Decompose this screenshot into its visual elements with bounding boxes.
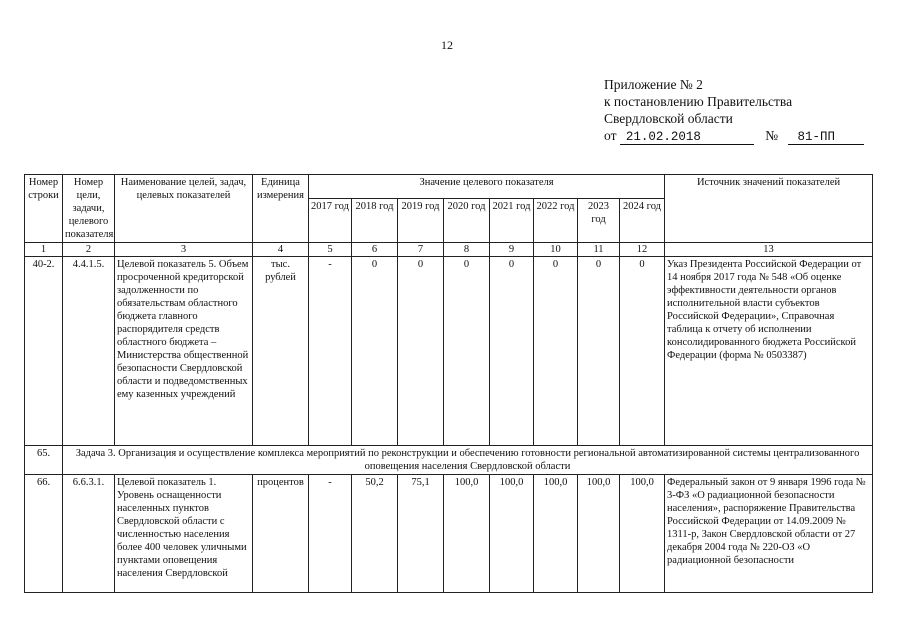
header-year: 2022 год [534,199,578,243]
task-text: Задача 3. Организация и осуществление комплекса мероприятий по реконструкции и обеспечению готовности региональной автоматизированной системы централизованного оповещения населения Свердловской области [63,446,873,475]
goal-code: 6.6.3.1. [63,475,115,593]
value-2017: - [309,475,352,593]
header-value-group: Значение целевого показателя [309,175,665,199]
header-row [25,175,873,199]
indicator-name: Целевой показатель 5. Объем просроченной кредиторской задолженности по обязательствам областного бюджета главного распорядителя средств областного бюджета – Министерства общественной безопасности Свердловской области и подведомственных ему казенных учреждений [115,257,253,446]
header-year: 2018 год [352,199,398,243]
header-goal-number: Номер цели, задачи, целевого показателя [63,175,115,243]
value-2021: 0 [490,257,534,446]
task-row [25,446,873,475]
column-number: 11 [578,243,620,257]
indicator-source: Федеральный закон от 9 января 1996 года № 3-ФЗ «О радиационной безопасности населения», распоряжение Правительства Российской Федерации от 14.09.2009 № 1311-р, Закон Свердловской области от 27 декабря 2004 года № 220-ОЗ «О радиационной безопасности [665,475,873,593]
date-prefix: от [604,128,617,143]
column-number: 13 [665,243,873,257]
column-number: 7 [398,243,444,257]
unit: тыс. рублей [253,257,309,446]
indicator-source: Указ Президента Российской Федерации от 14 ноября 2017 года № 548 «Об оценке эффективности деятельности органов исполнительной власти субъектов Российской Федерации», Справочная таблица к отчету об исполнении консолидированного бюджета Российской Федерации (форма № 0503387) [665,257,873,446]
header-unit: Единица измерения [253,175,309,243]
value-2022: 0 [534,257,578,446]
table-row [25,475,873,593]
appendix-title: Приложение № 2 [604,77,703,92]
column-number: 10 [534,243,578,257]
value-2021: 100,0 [490,475,534,593]
value-2017: - [309,257,352,446]
value-2024: 0 [620,257,665,446]
column-number: 8 [444,243,490,257]
number-sign: № [765,128,779,143]
header-year: 2017 год [309,199,352,243]
column-number: 3 [115,243,253,257]
indicator-name: Целевой показатель 1. Уровень оснащенности населенных пунктов Свердловской области с численностью населения более 400 человек уличными пунктами оповещения населения Свердловской [115,475,253,593]
appendix-number: 81-ПП [788,130,864,145]
value-2019: 75,1 [398,475,444,593]
value-2020: 100,0 [444,475,490,593]
header-year: 2024 год [620,199,665,243]
table-row [25,257,873,446]
value-2019: 0 [398,257,444,446]
column-number: 12 [620,243,665,257]
header-year: 2019 год [398,199,444,243]
indicators-table [24,174,873,593]
appendix-region: Свердловской области [604,111,733,126]
column-number: 1 [25,243,63,257]
header-year: 2020 год [444,199,490,243]
header-source: Источник значений показателей [665,175,873,243]
row-number: 65. [25,446,63,475]
header-name: Наименование целей, задач, целевых показателей [115,175,253,243]
appendix-date: 21.02.2018 [620,130,754,145]
row-number: 40-2. [25,257,63,446]
unit: процентов [253,475,309,593]
value-2023: 100,0 [578,475,620,593]
column-number: 9 [490,243,534,257]
column-number: 4 [253,243,309,257]
appendix-resolution: к постановлению Правительства [604,94,793,109]
row-number: 66. [25,475,63,593]
header-year: 2023 год [578,199,620,243]
column-number: 6 [352,243,398,257]
page-number: 12 [441,38,453,52]
value-2020: 0 [444,257,490,446]
value-2022: 100,0 [534,475,578,593]
header-year: 2021 год [490,199,534,243]
value-2018: 0 [352,257,398,446]
column-number: 5 [309,243,352,257]
appendix-date-line [604,127,864,145]
column-number-row [25,243,873,257]
value-2023: 0 [578,257,620,446]
column-number: 2 [63,243,115,257]
value-2024: 100,0 [620,475,665,593]
goal-code: 4.4.1.5. [63,257,115,446]
appendix-block [604,76,864,145]
value-2018: 50,2 [352,475,398,593]
header-row-number: Номер строки [25,175,63,243]
